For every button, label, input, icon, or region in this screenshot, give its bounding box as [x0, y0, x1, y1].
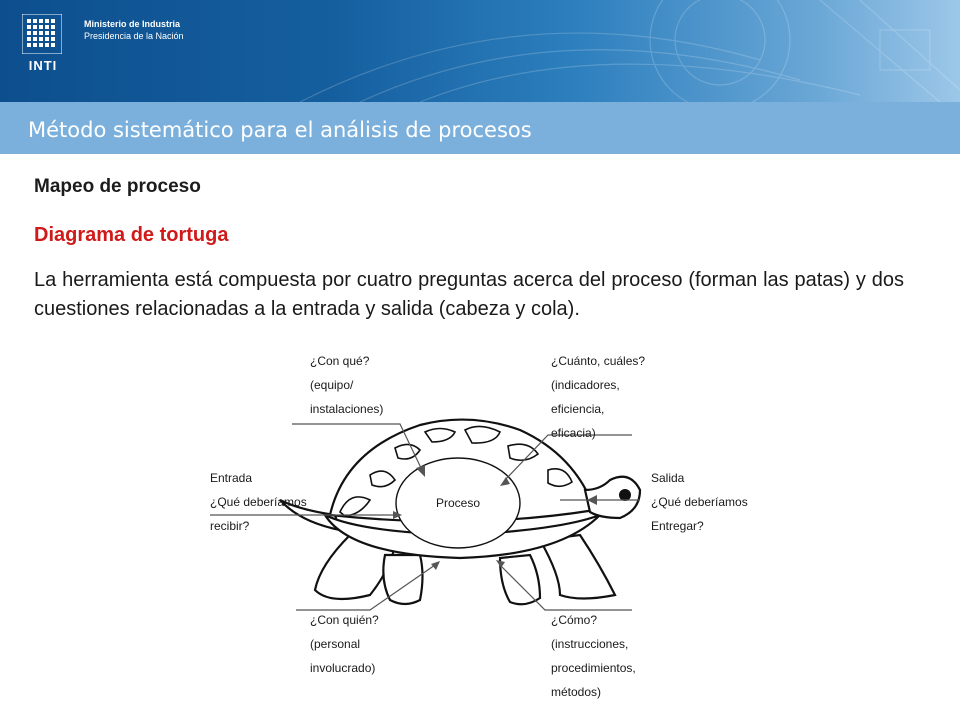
title-bar: [0, 102, 960, 154]
con-que-label: ¿Con qué? (equipo/ instalaciones): [310, 354, 384, 416]
turtle-diagram: [0, 340, 960, 720]
ministry-label: [84, 18, 184, 42]
inti-logo-icon: [22, 14, 62, 54]
header-decoration: [0, 0, 960, 102]
slide-title: Método sistemático para el análisis de procesos: [28, 118, 532, 142]
back-right-leg: [500, 555, 540, 604]
como-label: ¿Cómo? (instrucciones, procedimientos, métodos): [551, 613, 636, 699]
entrada-label: Entrada ¿Qué deberíamos recibir?: [210, 471, 307, 533]
logo-text: INTI: [28, 58, 58, 73]
process-label: Proceso: [435, 496, 481, 510]
turtle-eye: [619, 489, 631, 501]
subtitle: Mapeo de proceso: [34, 176, 201, 197]
header-banner: [0, 0, 960, 102]
con-quien-label: ¿Con quién? (personal involucrado): [310, 613, 379, 675]
ministry-line-2: Presidencia de la Nación: [84, 31, 184, 41]
section-title: Diagrama de tortuga: [34, 224, 229, 246]
cuanto-label: ¿Cuánto, cuáles? (indicadores, eficiencia, eficacia): [551, 354, 646, 440]
ministry-line-1: Ministerio de Industria: [84, 19, 181, 29]
salida-label: Salida ¿Qué deberíamos Entregar?: [651, 471, 748, 533]
body-paragraph: La herramienta está compuesta por cuatro preguntas acerca del proceso (forman las patas) y dos cuestiones relacionadas a la entrada y salida (cabeza y cola).: [34, 269, 904, 320]
